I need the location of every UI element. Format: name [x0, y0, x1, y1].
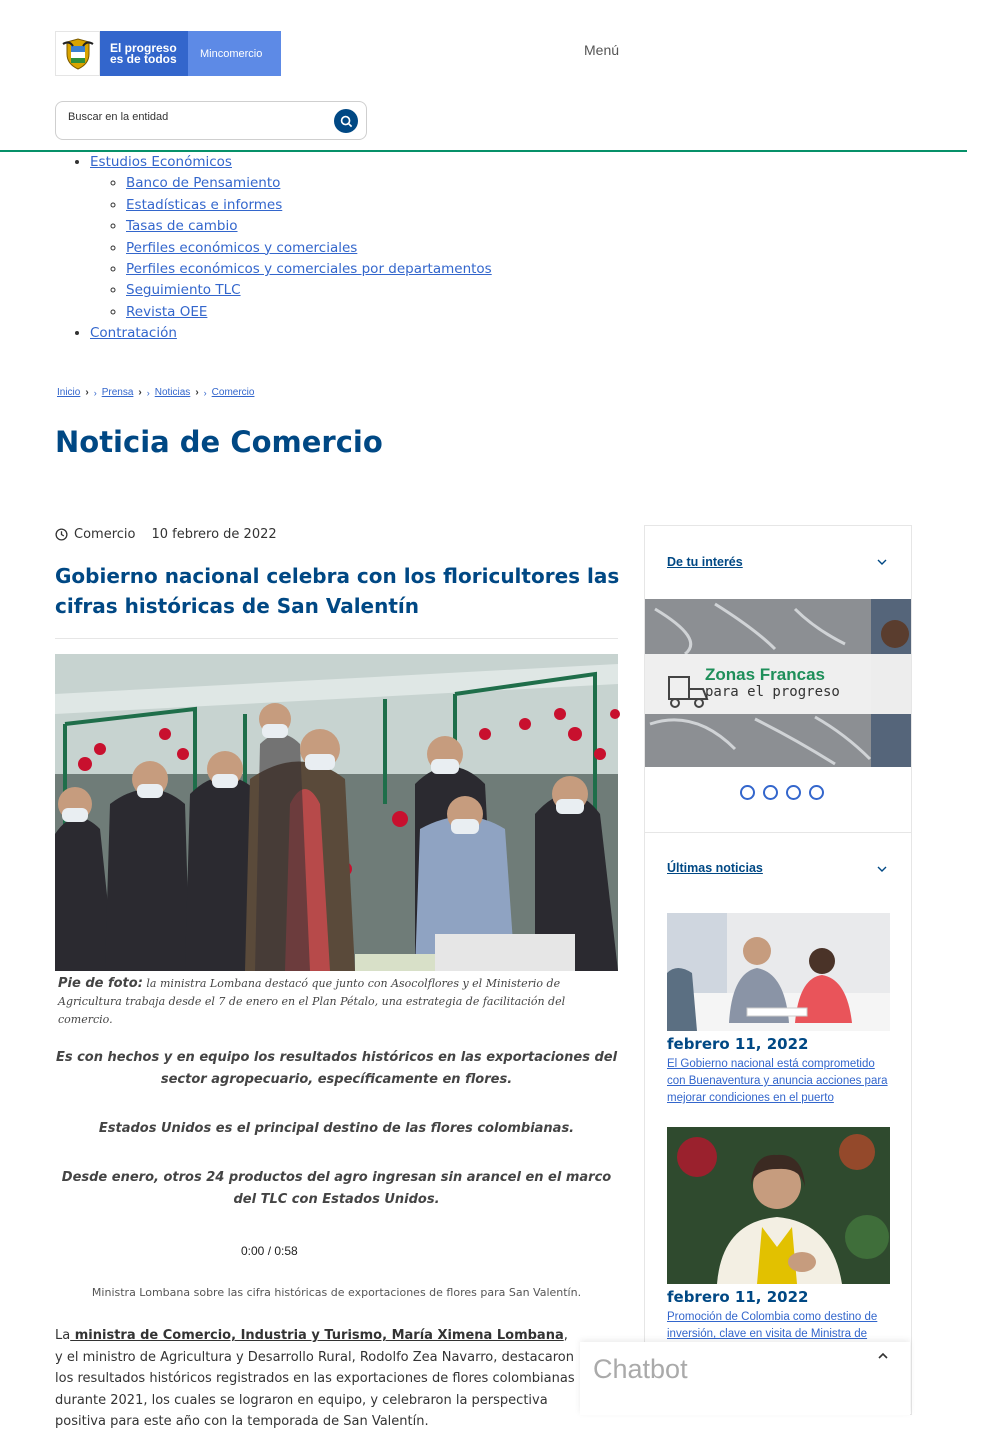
nav-subitem	[126, 216, 492, 237]
news-image-1[interactable]	[667, 913, 890, 1031]
carousel-dot-3[interactable]	[786, 785, 801, 800]
chevron-right-icon: ›	[146, 387, 150, 398]
chevron-up-icon[interactable]	[878, 1352, 888, 1359]
banner-subtitle: para el progreso	[705, 684, 840, 700]
nav-link-contratacion[interactable]: Contratación	[90, 325, 177, 342]
page-title: Noticia de Comercio	[55, 425, 383, 459]
breadcrumb-noticias[interactable]: Noticias	[154, 387, 191, 398]
divider	[55, 638, 618, 639]
body-prefix: La	[55, 1328, 71, 1343]
breadcrumb-inicio[interactable]: Inicio	[57, 387, 81, 398]
breadcrumb-separator: ›	[195, 387, 199, 398]
article-category: Comercio	[74, 527, 136, 542]
menu-button[interactable]: Menú	[584, 42, 620, 58]
minister-link[interactable]: ministra de Comercio, Industria y Turismo, María Ximena Lombana	[70, 1328, 564, 1343]
article-date: 10 febrero de 2022	[151, 527, 277, 542]
search-button[interactable]	[334, 109, 358, 133]
news-link-2[interactable]: Promoción de Colombia como destino de inversión, clave en visita de Ministra de	[667, 1311, 878, 1340]
banner-title: Zonas Francas	[705, 665, 825, 684]
chatbot-label: Chatbot	[593, 1354, 688, 1384]
nav-subitem	[126, 280, 492, 301]
brand-logo[interactable]	[55, 31, 281, 76]
search-icon	[340, 115, 353, 128]
nav-subitem	[126, 302, 492, 323]
logo-entity: Mincomercio	[188, 31, 281, 76]
sidebar	[644, 525, 912, 1415]
chevron-right-icon: ›	[93, 387, 97, 398]
highlight-1: Es con hechos y en equipo los resultados históricos en las exportaciones del sector agropecuario, específicamente en flores.	[55, 1050, 618, 1087]
nav-subitem	[126, 259, 492, 280]
nav-link-tasas[interactable]: Tasas de cambio	[126, 218, 238, 235]
coat-of-arms-icon	[55, 31, 100, 76]
search-box	[55, 101, 367, 140]
nav-link-perfiles-dept[interactable]: Perfiles económicos y comerciales por departamentos	[126, 261, 492, 278]
chevron-right-icon: ›	[203, 387, 207, 398]
logo-line1: El progreso	[110, 40, 177, 55]
body-text: , y el ministro de Agricultura y Desarrollo Rural, Rodolfo Zea Navarro, destacaron los resultados históricos registrados en las exportaciones de flores colombianas durante 2021, los cuales se lograron en equipo, y celebraron la perspectiva positiva para este año con la temporada de San Valentín.	[55, 1328, 575, 1429]
logo-slogan	[100, 31, 188, 76]
nav-link-perfiles[interactable]: Perfiles económicos y comerciales	[126, 239, 358, 256]
photo-caption	[58, 975, 613, 1029]
breadcrumb-comercio[interactable]: Comercio	[211, 387, 255, 398]
latest-news-toggle[interactable]: Últimas noticias	[667, 861, 763, 875]
breadcrumb-prensa[interactable]: Prensa	[101, 387, 134, 398]
chatbot-widget[interactable]	[580, 1342, 910, 1415]
breadcrumb-separator: ›	[138, 387, 142, 398]
highlight-3: Desde enero, otros 24 productos del agro ingresan sin arancel en el marco del TLC con Estados Unidos.	[61, 1170, 612, 1207]
caption-label: Pie de foto:	[58, 976, 143, 991]
article-title: Gobierno nacional celebra con los floricultores las cifras históricas de San Valentín	[55, 564, 620, 618]
nav-subitem	[126, 195, 492, 216]
carousel-dot-1[interactable]	[740, 785, 755, 800]
nav-link-estadisticas[interactable]: Estadísticas e informes	[126, 196, 283, 213]
news-link-1[interactable]: El Gobierno nacional está comprometido con Buenaventura y anuncia acciones para mejorar condiciones en el puerto	[667, 1058, 888, 1104]
news-date-2: febrero 11, 2022	[667, 1288, 809, 1306]
nav-link-banco[interactable]: Banco de Pensamiento	[126, 175, 281, 192]
nav-item-estudios	[90, 152, 492, 323]
nav-item-contratacion	[90, 323, 492, 344]
audio-player-time[interactable]: 0:00 / 0:58	[241, 1244, 298, 1258]
divider	[645, 832, 911, 833]
article-meta	[55, 527, 277, 542]
breadcrumb	[57, 387, 254, 398]
news-image-2[interactable]	[667, 1127, 890, 1284]
article-photo	[55, 654, 618, 971]
logo-line2: es de todos	[110, 51, 177, 66]
interest-banner[interactable]	[645, 599, 911, 767]
news-date-1: febrero 11, 2022	[667, 1035, 809, 1053]
carousel-dot-4[interactable]	[809, 785, 824, 800]
nav-link-estudios[interactable]: Estudios Económicos	[90, 154, 232, 170]
caption-text: la ministra Lombana destacó que junto con Asocolflores y el Ministerio de Agricultura trabaja desde el 7 de enero en el Plan Pétalo, una estrategia de facilitación del comercio.	[58, 977, 566, 1026]
article-body	[55, 1325, 578, 1429]
carousel-dots	[740, 785, 824, 800]
interest-toggle[interactable]: De tu interés	[667, 555, 743, 569]
nav-subitem	[126, 238, 492, 259]
breadcrumb-separator: ›	[85, 387, 89, 398]
chevron-down-icon[interactable]	[877, 866, 887, 873]
main-nav	[55, 152, 492, 345]
nav-subitem	[126, 173, 492, 194]
highlight-2: Estados Unidos es el principal destino de las flores colombianas.	[98, 1121, 575, 1136]
clock-icon	[55, 528, 68, 541]
carousel-dot-2[interactable]	[763, 785, 778, 800]
nav-link-revista[interactable]: Revista OEE	[126, 303, 208, 320]
chevron-down-icon[interactable]	[877, 559, 887, 566]
audio-caption: Ministra Lombana sobre las cifra históricas de exportaciones de flores para San Valentín.	[91, 1286, 582, 1299]
search-input[interactable]	[66, 110, 330, 124]
nav-link-tlc[interactable]: Seguimiento TLC	[126, 282, 241, 299]
